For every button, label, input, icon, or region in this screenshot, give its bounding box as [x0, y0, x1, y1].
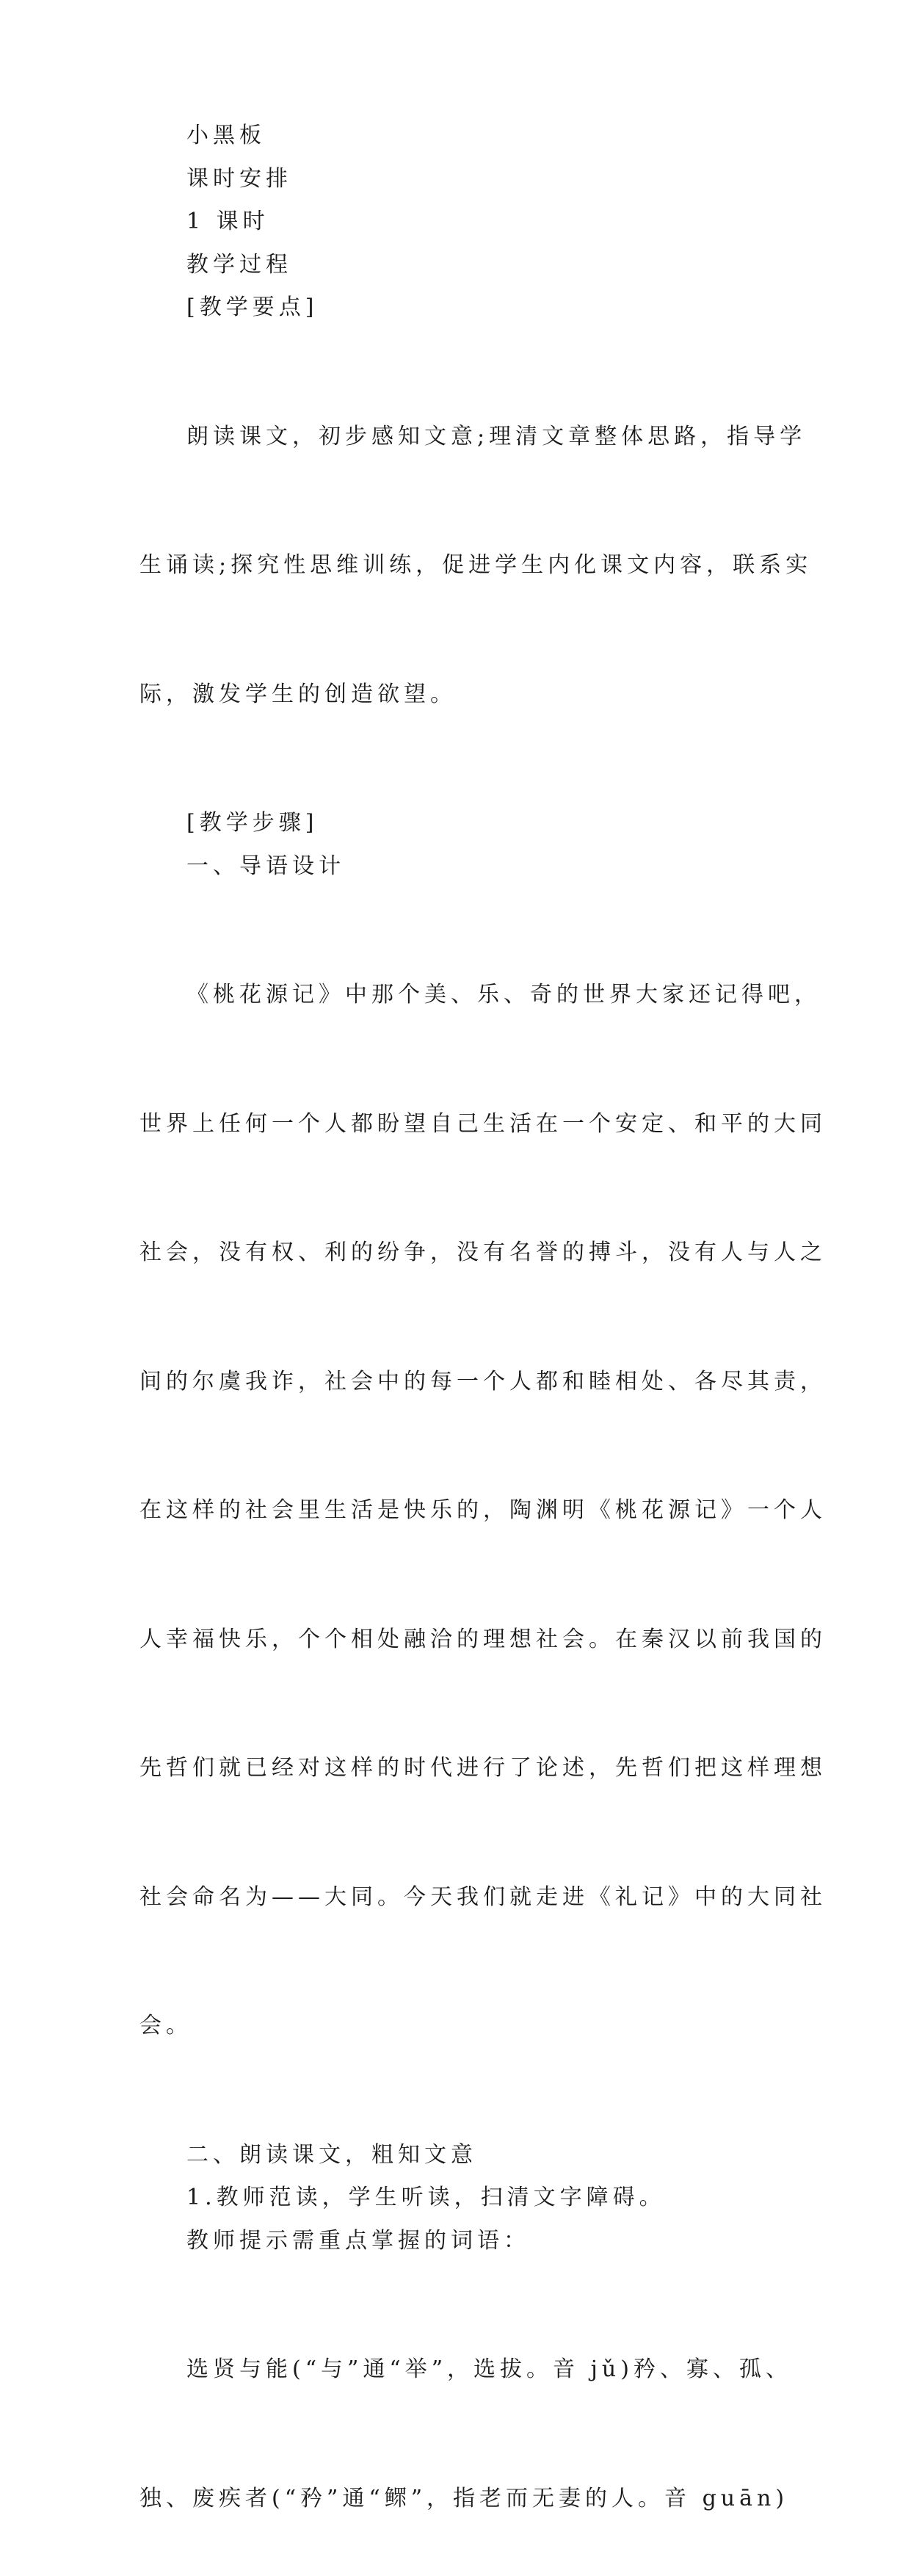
text-line: 课时安排 [186, 165, 292, 192]
paragraph-line: 选贤与能(“与”通“举”，选拔。音 jǔ)矜、寡、孤、 [186, 2356, 792, 2382]
paragraph-line: 《桃花源记》中那个美、乐、奇的世界大家还记得吧， [186, 982, 821, 1007]
paragraph-line: 会。 [139, 2013, 192, 2038]
paragraph-line: 际，激发学生的创造欲望。 [139, 681, 457, 707]
paragraph-line: 社会命名为——大同。今天我们就走进《礼记》中的大同社 [139, 1884, 827, 1910]
list-item: 1.教师范读，学生听读，扫清文字障碍。 [186, 2185, 666, 2210]
paragraph-line: 社会，没有权、利的纷争，没有名誉的搏斗，没有人与人之 [139, 1240, 827, 1265]
paragraph-line: 间的尔虞我诈，社会中的每一个人都和睦相处、各尽其责， [139, 1368, 827, 1394]
text-line: 小黑板 [186, 123, 266, 148]
text-line: 教学过程 [186, 251, 292, 278]
paragraph-line: 独、废疾者(“矜”通“鳏”，指老而无妻的人。音 guān) [139, 2485, 789, 2511]
paragraph-vocabulary [139, 2262, 792, 2576]
paragraph-line: 先哲们就已经对这样的时代进行了论述，先哲们把这样理想 [139, 1755, 827, 1781]
paragraph-line: 人幸福快乐，个个相处融洽的理想社会。在秦汉以前我国的 [139, 1626, 827, 1652]
paragraph-line: 世界上任何一个人都盼望自己生活在一个安定、和平的大同 [139, 1110, 827, 1137]
text-line: [教学要点] [186, 294, 319, 320]
paragraph-teaching-points [139, 330, 813, 803]
note-text: 教师提示需重点掌握的词语： [186, 2227, 530, 2254]
section-heading: 二、朗读课文，粗知文意 [186, 2141, 477, 2168]
text-line: 1 课时 [186, 209, 269, 234]
paragraph-introduction [139, 888, 827, 2134]
paragraph-line: 朗读课文，初步感知文意;理清文章整体思路，指导学 [186, 423, 807, 449]
section-heading: 一、导语设计 [186, 853, 345, 879]
document-body [139, 115, 827, 2576]
paragraph-line: 生诵读;探究性思维训练，促进学生内化课文内容，联系实 [139, 552, 813, 578]
paragraph-line: 在这样的社会里生活是快乐的，陶渊明《桃花源记》一个人 [139, 1497, 827, 1523]
steps-heading: [教学步骤] [186, 810, 319, 836]
